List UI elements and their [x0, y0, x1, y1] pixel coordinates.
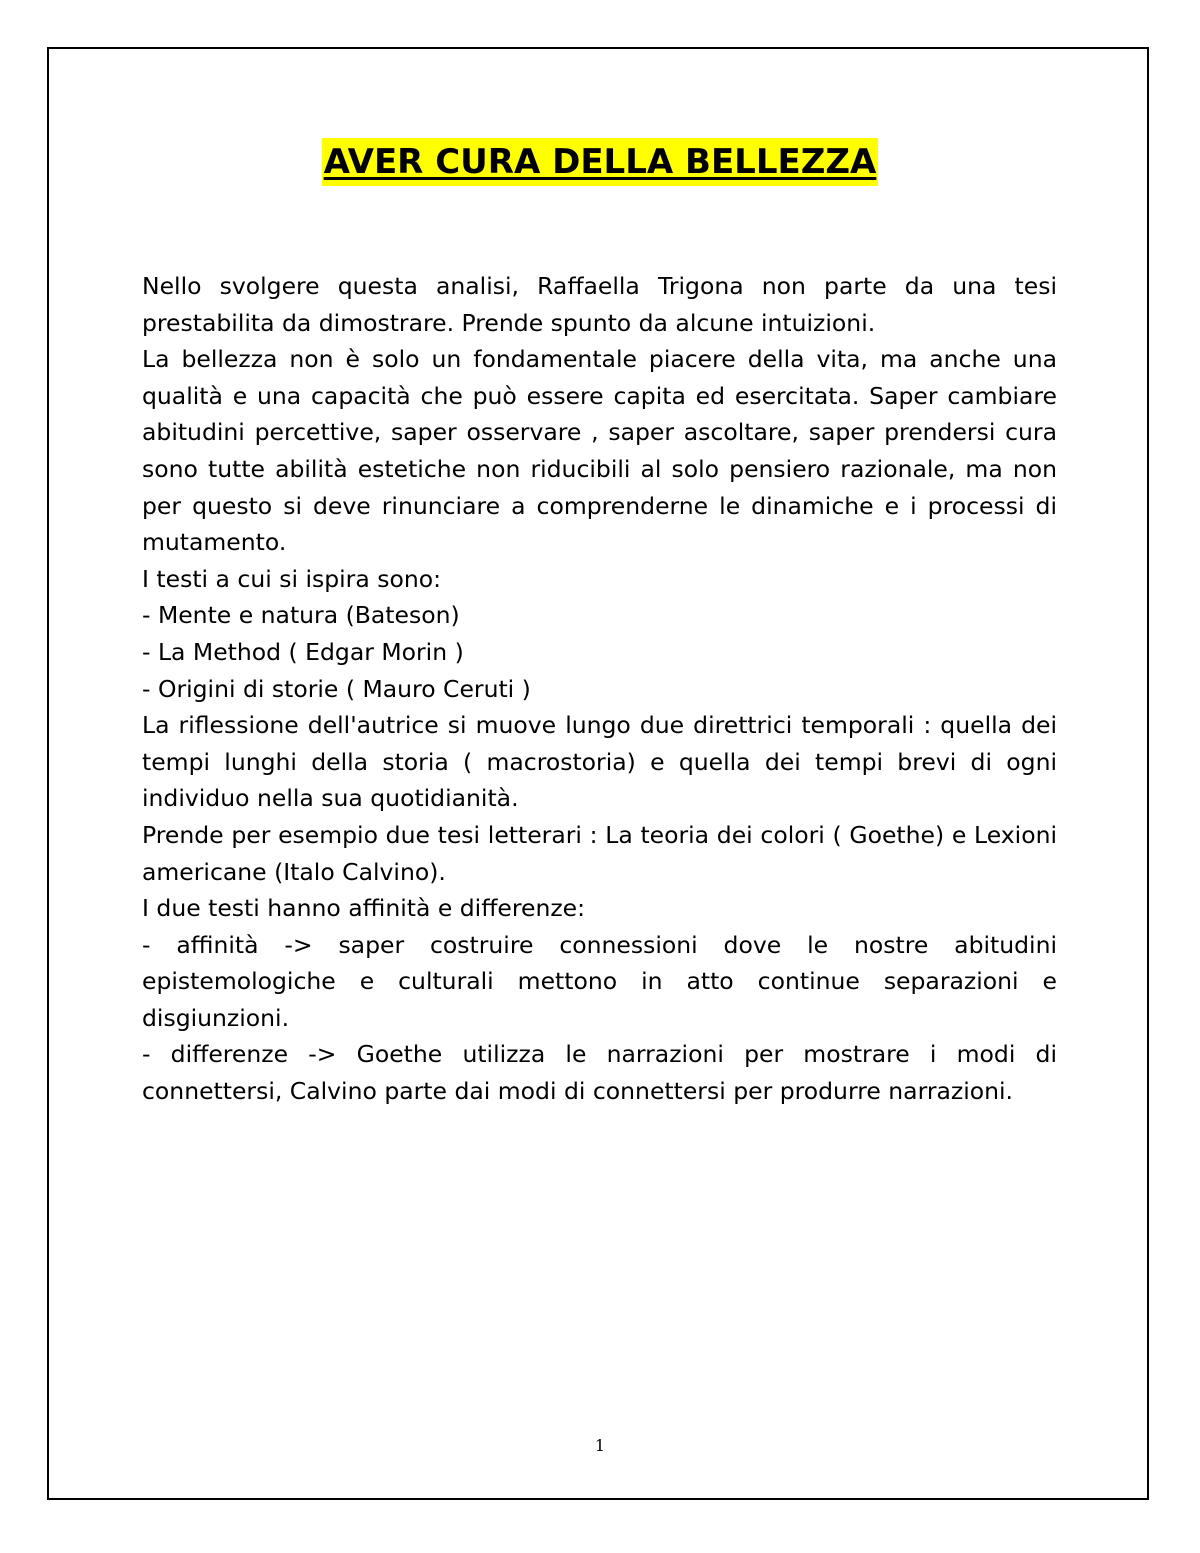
paragraph-riflessione: La riflessione dell'autrice si muove lungo due direttrici temporali : quella dei tempi lunghi della storia ( macrostoria) e quella dei tempi brevi di ogni individuo nella sua quotidianità.: [142, 711, 1057, 813]
paragraph-esempio: Prende per esempio due tesi letterari : La teoria dei colori ( Goethe) e Lexioni americane (Italo Calvino).: [142, 820, 1057, 886]
list-item-bateson: - Mente e natura (Bateson): [142, 601, 460, 630]
paragraph-testi-intro: I testi a cui si ispira sono:: [142, 564, 442, 593]
paragraph-bellezza: La bellezza non è solo un fondamentale piacere della vita, ma anche una qualità e una capacità che può essere capita ed esercitata. Saper cambiare abitudini percettive, saper osservare , saper ascoltare, saper prendersi cura sono tutte abilità estetiche non riducibili al solo pensiero razionale, ma non per questo si deve rinunciare a comprenderne le dinamiche e i processi di mutamento.: [142, 345, 1057, 557]
list-item-ceruti: - Origini di storie ( Mauro Ceruti ): [142, 674, 531, 703]
paragraph-affinita-intro: I due testi hanno affinità e differenze:: [142, 894, 586, 923]
title-container: [0, 138, 1200, 186]
list-item-affinita: - affinità -> saper costruire connessioni dove le nostre abitudini epistemologiche e culturali mettono in atto continue separazioni e disgiunzioni.: [142, 930, 1057, 1032]
page-number: 1: [594, 1436, 606, 1455]
document-body: [142, 268, 1057, 1110]
paragraph-intro: Nello svolgere questa analisi, Raffaella Trigona non parte da una tesi prestabilita da dimostrare. Prende spunto da alcune intuizioni.: [142, 272, 1057, 337]
document-title: AVER CURA DELLA BELLEZZA: [322, 138, 879, 186]
list-item-morin: - La Method ( Edgar Morin ): [142, 637, 464, 666]
list-item-differenze: - differenze -> Goethe utilizza le narrazioni per mostrare i modi di connettersi, Calvino parte dai modi di connettersi per produrre narrazioni.: [142, 1040, 1057, 1106]
